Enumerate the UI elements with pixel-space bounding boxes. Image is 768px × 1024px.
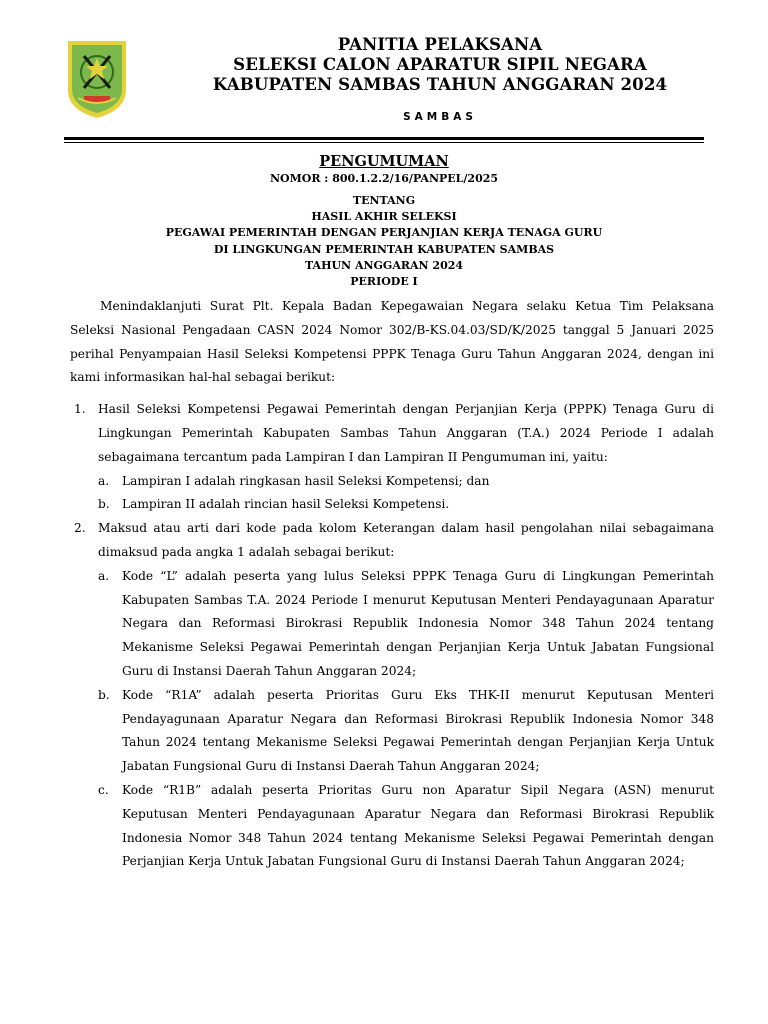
- announcement-subject: [0, 193, 768, 290]
- list-item-number: 1.: [74, 402, 86, 417]
- intro-paragraph: Menindaklanjuti Surat Plt. Kepala Badan Kepegawaian Negara selaku Ketua Tim Pelaksana Seleksi Nasional Pengadaan CASN 2024 Nomor 302/B-KS.04.03/SD/K/2025 tanggal 5 Januari 2025 perihal Penyampaian Hasil Seleksi Kompetensi PPPK Tenaga Guru Tahun Anggaran 2024, dengan ini kami informasikan hal-hal sebagai berikut:: [70, 299, 714, 385]
- sub-list-item-text: Kode “R1B” adalah peserta Prioritas Guru non Aparatur Sipil Negara (ASN) menurut Keputusan Menteri Pendayagunaan Aparatur Negara dan Reformasi Birokrasi Republik Indonesia Nomor 348 Tahun 2024 tentang Mekanisme Seleksi Pegawai Pemerintah dengan Perjanjian Kerja Untuk Jabatan Fungsional Guru di Instansi Daerah Tahun Anggaran 2024;: [122, 782, 714, 869]
- sub-list-item: [70, 470, 714, 494]
- subject-line-4: TAHUN ANGGARAN 2024: [304, 258, 464, 272]
- sub-list-item-text: Lampiran II adalah rincian hasil Seleksi Kompetensi.: [122, 497, 450, 512]
- announcement-body: [70, 295, 714, 874]
- sub-list-item-letter: c.: [98, 782, 109, 797]
- subject-tentang: TENTANG: [352, 194, 416, 207]
- letterhead-city: SAMBAS: [403, 111, 477, 123]
- sub-list-item-letter: b.: [98, 497, 110, 512]
- list-item-number: 2.: [74, 521, 86, 536]
- sub-list-item-text: Lampiran I adalah ringkasan hasil Seleksi Kompetensi; dan: [122, 473, 490, 488]
- sub-list-item-text: Kode “L” adalah peserta yang lulus Seleksi PPPK Tenaga Guru di Lingkungan Pemerintah Kabupaten Sambas T.A. 2024 Periode I menurut Keputusan Menteri Pendayagunaan Aparatur Negara dan Reformasi Birokrasi Republik Indonesia Nomor 348 Tahun 2024 tentang Mekanisme Seleksi Pegawai Pemerintah dengan Perjanjian Kerja Untuk Jabatan Fungsional Guru di Instansi Daerah Tahun Anggaran 2024;: [122, 568, 714, 678]
- sub-list-item: [70, 684, 714, 779]
- announcement-number: NOMOR : 800.1.2.2/16/PANPEL/2025: [269, 172, 499, 185]
- sub-list-item-letter: a.: [98, 568, 110, 583]
- letterhead-line-2: SELEKSI CALON APARATUR SIPIL NEGARA: [233, 54, 647, 74]
- sub-list-item-letter: a.: [98, 473, 110, 488]
- subject-line-3: DI LINGKUNGAN PEMERINTAH KABUPATEN SAMBAS: [213, 242, 555, 256]
- letterhead-line-3: KABUPATEN SAMBAS TAHUN ANGGARAN 2024: [212, 74, 668, 94]
- list-item: [70, 517, 714, 565]
- announcement-title: PENGUMUMAN: [319, 153, 449, 170]
- kabupaten-sambas-emblem: [64, 38, 130, 120]
- header-rule-thin: [64, 142, 704, 143]
- list-item-text: Maksud atau arti dari kode pada kolom Keterangan dalam hasil pengolahan nilai sebagaimana dimaksud pada angka 1 adalah sebagai berikut:: [98, 521, 714, 559]
- sub-list-item-text: Kode “R1A” adalah peserta Prioritas Guru Eks THK-II menurut Keputusan Menteri Pendayagunaan Aparatur Negara dan Reformasi Birokrasi Republik Indonesia Nomor 348 Tahun 2024 tentang Mekanisme Seleksi Pegawai Pemerintah dengan Perjanjian Kerja Untuk Jabatan Fungsional Guru di Instansi Daerah Tahun Anggaran 2024;: [122, 687, 714, 774]
- sub-list-item: [70, 493, 714, 517]
- list-item: [70, 398, 714, 469]
- letterhead-line-1: PANITIA PELAKSANA: [337, 34, 543, 54]
- sub-list-item: [70, 779, 714, 874]
- subject-line-5: PERIODE I: [350, 275, 418, 289]
- sub-list-item-letter: b.: [98, 687, 110, 702]
- sub-list-item: [70, 565, 714, 684]
- list-item-text: Hasil Seleksi Kompetensi Pegawai Pemerintah dengan Perjanjian Kerja (PPPK) Tenaga Guru di Lingkungan Pemerintah Kabupaten Sambas Tahun Anggaran (T.A.) 2024 Periode I adalah sebagaimana tercantum pada Lampiran I dan Lampiran II Pengumuman ini, yaitu:: [98, 402, 714, 464]
- header-rule-thick: [64, 137, 704, 140]
- subject-line-2: PEGAWAI PEMERINTAH DENGAN PERJANJIAN KERJA TENAGA GURU: [165, 226, 603, 240]
- subject-line-1: HASIL AKHIR SELEKSI: [311, 210, 457, 224]
- letterhead: [150, 34, 730, 94]
